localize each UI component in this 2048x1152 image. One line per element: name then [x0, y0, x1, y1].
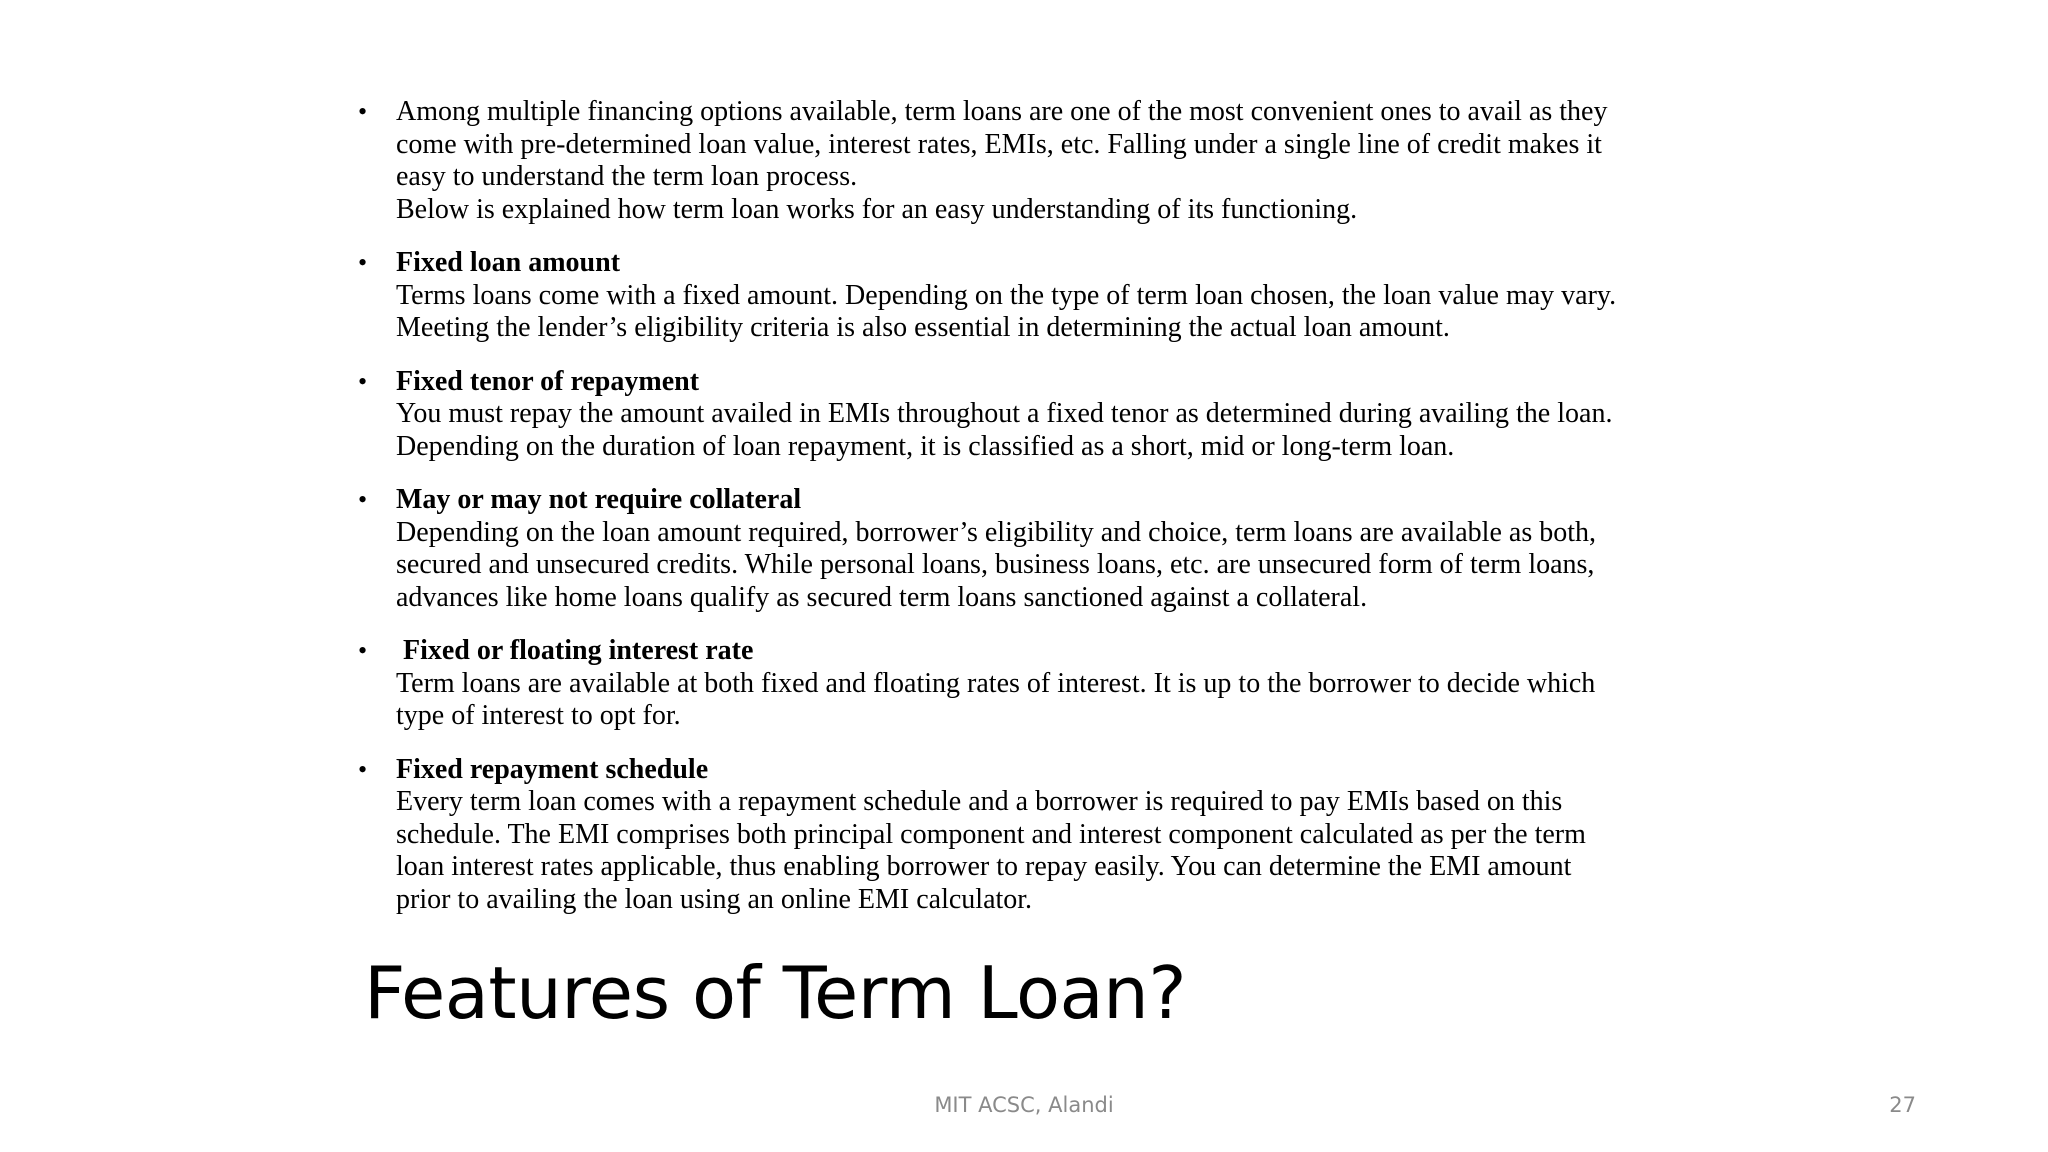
bullet-heading: Fixed loan amount — [396, 247, 621, 278]
bullet-text-line: You must repay the amount availed in EMIs throughout a fixed tenor as determined during availing the loan. — [396, 398, 1613, 429]
bullet-text-line: schedule. The EMI comprises both principal component and interest component calculated as per the term — [396, 818, 1586, 850]
bullet-text-line: Term loans are available at both fixed and floating rates of interest. It is up to the borrower to decide which — [396, 667, 1596, 699]
bullet-interest-rate — [358, 635, 1728, 733]
bullet-text-line: Terms loans come with a fixed amount. Depending on the type of term loan chosen, the loan value may vary. — [396, 279, 1617, 311]
bullet-dot: • — [358, 485, 368, 514]
slide-body — [358, 96, 1728, 937]
bullet-text-line: prior to availing the loan using an online EMI calculator. — [396, 883, 1033, 915]
bullet-fixed-tenor — [358, 366, 1728, 464]
bullet-heading: Fixed repayment schedule — [396, 753, 709, 785]
bullet-heading: Fixed or floating interest rate — [396, 635, 754, 666]
bullet-text-line: secured and unsecured credits. While personal loans, business loans, etc. are unsecured form of term loans, — [396, 549, 1595, 580]
bullet-heading: Fixed tenor of repayment — [396, 365, 700, 397]
bullet-text-line: type of interest to opt for. — [396, 700, 681, 731]
bullet-text-line: loan interest rates applicable, thus enabling borrower to repay easily. You can determine the EMI amount — [396, 851, 1572, 882]
bullet-text-line: Among multiple financing options available, term loans are one of the most convenient ones to avail as they — [396, 96, 1608, 127]
bullet-fixed-loan-amount — [358, 247, 1728, 345]
bullet-repayment-schedule — [358, 754, 1728, 917]
bullet-dot: • — [358, 636, 368, 665]
bullet-dot: • — [358, 754, 368, 784]
bullet-text-line: Meeting the lender’s eligibility criteria is also essential in determining the actual loan amount. — [396, 312, 1450, 343]
bullet-text-line: easy to understand the term loan process. — [396, 161, 858, 192]
bullet-dot: • — [358, 97, 368, 126]
bullet-text-line: advances like home loans qualify as secured term loans sanctioned against a collateral. — [396, 581, 1368, 613]
bullet-dot: • — [358, 248, 368, 277]
bullet-heading: May or may not require collateral — [396, 484, 802, 515]
bullet-text-line: Depending on the loan amount required, borrower’s eligibility and choice, term loans are available as both, — [396, 516, 1596, 548]
slide-footer: MIT ACSC, Alandi — [934, 1093, 1114, 1117]
bullet-text-line: Every term loan comes with a repayment schedule and a borrower is required to pay EMIs based on this — [396, 786, 1563, 817]
bullet-text-line: come with pre-determined loan value, interest rates, EMIs, etc. Falling under a single line of credit makes it — [396, 128, 1602, 160]
bullet-text-line: Below is explained how term loan works for an easy understanding of its functioning. — [396, 193, 1358, 225]
page-number: 27 — [1889, 1093, 1916, 1117]
slide-title: Features of Term Loan? — [364, 951, 1187, 1035]
bullet-dot: • — [358, 366, 368, 396]
bullet-intro — [358, 96, 1728, 226]
bullet-text-line: Depending on the duration of loan repayment, it is classified as a short, mid or long-term loan. — [396, 430, 1455, 462]
bullet-collateral — [358, 484, 1728, 614]
